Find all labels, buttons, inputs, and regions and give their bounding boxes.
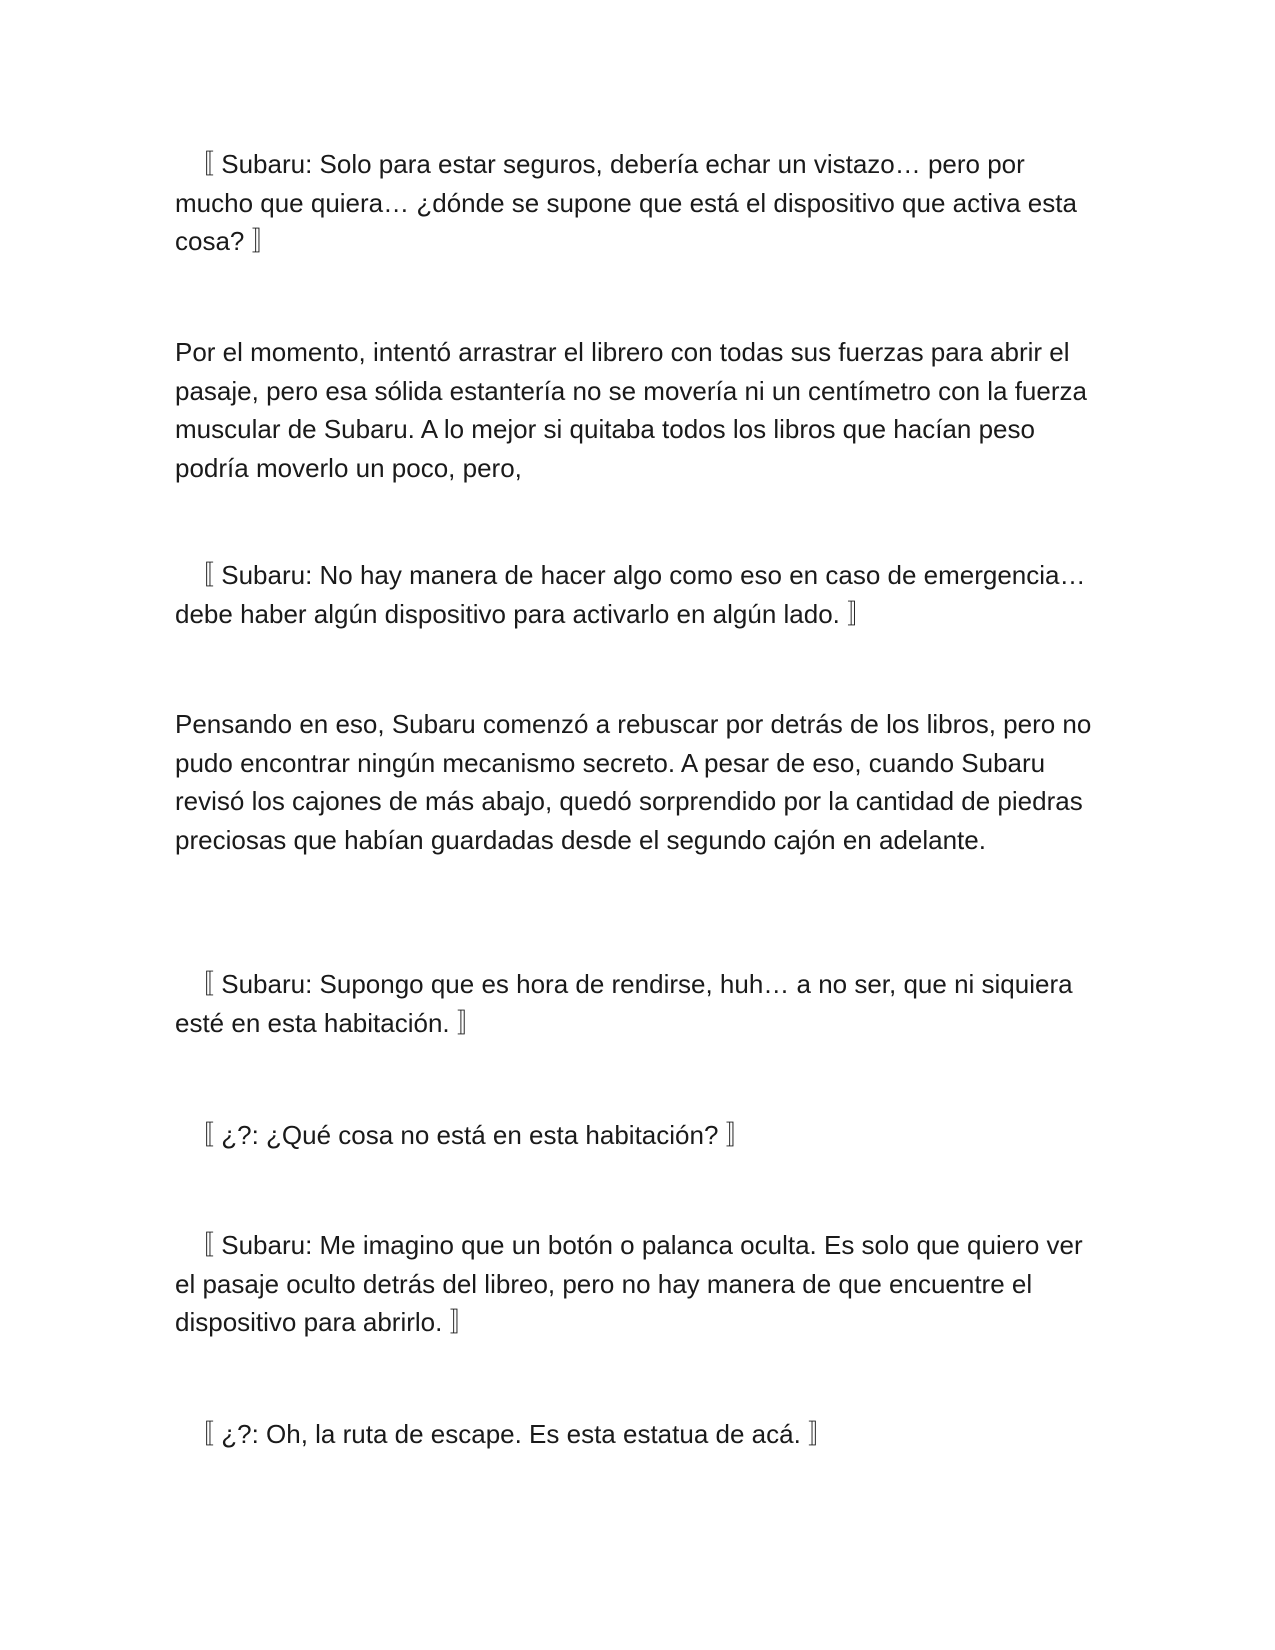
paragraph-dialogue-6: 〚 ¿?: Oh, la ruta de escape. Es esta estatua de acá. 〛: [175, 1419, 835, 1449]
paragraph-dialogue-1: 〚 Subaru: Solo para estar seguros, debería echar un vistazo… pero por mucho que quiera… ¿dónde se supone que está el dispositivo que activa esta cosa? 〛: [175, 149, 1077, 256]
paragraph-dialogue-2: 〚 Subaru: No hay manera de hacer algo como eso en caso de emergencia… debe haber algún dispositivo para activarlo en algún lado. 〛: [175, 560, 1086, 629]
paragraph-dialogue-5: 〚 Subaru: Me imagino que un botón o palanca oculta. Es solo que quiero ver el pasaje oculto detrás del libreo, pero no hay manera de que encuentre el dispositivo para abrirlo. 〛: [175, 1230, 1083, 1337]
paragraph-dialogue-4: 〚 ¿?: ¿Qué cosa no está en esta habitación? 〛: [175, 1120, 752, 1150]
paragraph-narration-1: Por el momento, intentó arrastrar el librero con todas sus fuerzas para abrir el pasaje, pero esa sólida estantería no se movería ni un centímetro con la fuerza muscular de Subaru. A lo mejor si quitaba todos los libros que hacían peso podría moverlo un poco, pero,: [175, 337, 1087, 483]
paragraph-narration-2: Pensando en eso, Subaru comenzó a rebuscar por detrás de los libros, pero no pudo encontrar ningún mecanismo secreto. A pesar de eso, cuando Subaru revisó los cajones de más abajo, quedó sorprendido por la cantidad de piedras preciosas que habían guardadas desde el segundo cajón en adelante.: [175, 709, 1092, 855]
paragraph-dialogue-3: 〚 Subaru: Supongo que es hora de rendirse, huh… a no ser, que ni siquiera esté en esta habitación. 〛: [175, 969, 1073, 1038]
